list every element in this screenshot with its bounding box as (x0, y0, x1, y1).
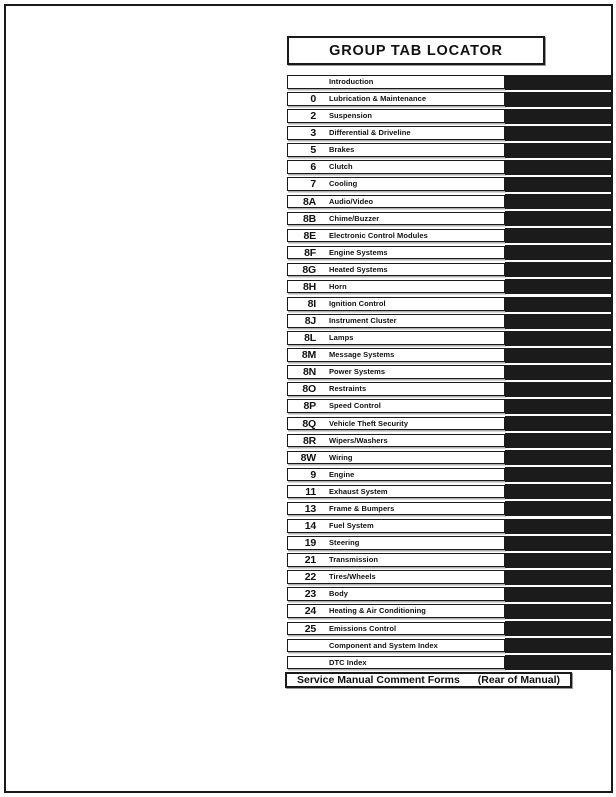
group-label: Lubrication & Maintenance (329, 94, 427, 104)
tab-marker (505, 331, 613, 346)
comment-forms-box (285, 672, 572, 688)
rear-of-manual-label: (Rear of Manual) (477, 674, 560, 686)
tab-marker (505, 553, 613, 568)
group-label: Cooling (329, 179, 358, 189)
group-row (287, 381, 613, 398)
tab-marker (505, 450, 613, 465)
group-label: Suspension (329, 111, 373, 121)
tab-marker (505, 519, 613, 534)
group-row-box (287, 143, 505, 157)
group-row (287, 194, 613, 211)
tab-marker (505, 433, 613, 448)
group-code: 8H (302, 280, 316, 293)
tab-marker (505, 621, 613, 636)
group-row-box (287, 331, 505, 345)
group-code (288, 76, 316, 88)
group-row (287, 416, 613, 433)
group-row-box (287, 195, 505, 209)
group-code: 2 (310, 110, 316, 123)
group-row (287, 655, 613, 672)
group-code: 8G (302, 263, 316, 276)
group-code: 13 (304, 502, 316, 515)
group-code: 6 (310, 161, 316, 174)
group-row (287, 313, 613, 330)
group-label: Frame & Bumpers (329, 503, 395, 513)
group-row (287, 74, 613, 91)
group-row-box (287, 485, 505, 499)
group-row (287, 279, 613, 296)
group-label: Brakes (329, 145, 355, 155)
tab-marker (505, 416, 613, 431)
tab-marker (505, 262, 613, 277)
tab-marker (505, 126, 613, 141)
group-row-box (287, 519, 505, 533)
group-row (287, 245, 613, 262)
group-code: 8R (302, 434, 316, 447)
group-code: 8P (303, 400, 316, 413)
tab-marker (505, 75, 613, 90)
group-label: Emissions Control (329, 623, 397, 633)
group-row (287, 262, 613, 279)
group-row (287, 569, 613, 586)
group-row-box (287, 399, 505, 413)
group-code: 8A (302, 195, 316, 208)
tab-marker (505, 655, 613, 670)
group-row-box (287, 229, 505, 243)
tab-marker (505, 604, 613, 619)
group-row (287, 638, 613, 655)
group-label: Wipers/Washers (329, 435, 388, 445)
group-label: Instrument Cluster (329, 316, 397, 326)
group-row (287, 603, 613, 620)
tab-marker (505, 194, 613, 209)
group-row-box (287, 75, 505, 89)
tab-marker (505, 228, 613, 243)
group-row-box (287, 451, 505, 465)
tab-marker (505, 348, 613, 363)
group-row-box (287, 417, 505, 431)
group-row-box (287, 126, 505, 140)
group-code: 8M (301, 349, 316, 362)
tab-marker (505, 536, 613, 551)
group-code: 8I (307, 298, 316, 311)
group-row (287, 535, 613, 552)
group-row (287, 176, 613, 193)
group-row-box (287, 280, 505, 294)
group-code: 14 (304, 520, 316, 533)
group-row (287, 621, 613, 638)
group-label: Restraints (329, 384, 367, 394)
group-row (287, 142, 613, 159)
group-row-box (287, 314, 505, 328)
group-row-box (287, 536, 505, 550)
group-row-box (287, 639, 505, 653)
group-label: Power Systems (329, 367, 386, 377)
group-label: Ignition Control (329, 299, 386, 309)
group-row-box (287, 604, 505, 618)
group-code: 8Q (302, 417, 316, 430)
group-row-box (287, 622, 505, 636)
group-code (288, 657, 316, 669)
group-label: Vehicle Theft Security (329, 418, 409, 428)
group-row-box (287, 382, 505, 396)
group-label: Fuel System (329, 521, 374, 531)
group-code: 0 (310, 93, 316, 106)
group-label: Component and System Index (329, 640, 438, 650)
group-label: Audio/Video (329, 196, 374, 206)
group-label: Clutch (329, 162, 353, 172)
group-row (287, 552, 613, 569)
group-label: Steering (329, 538, 360, 548)
tab-marker (505, 382, 613, 397)
group-row (287, 484, 613, 501)
group-row (287, 211, 613, 228)
group-label: Message Systems (329, 350, 395, 360)
group-code: 8L (304, 332, 316, 345)
group-row (287, 347, 613, 364)
group-row-box (287, 92, 505, 106)
group-label: Tires/Wheels (329, 572, 376, 582)
group-row (287, 586, 613, 603)
tab-marker (505, 279, 613, 294)
group-row (287, 467, 613, 484)
group-row (287, 433, 613, 450)
group-row-box (287, 656, 505, 670)
group-row-box (287, 109, 505, 123)
tab-marker (505, 587, 613, 602)
group-row (287, 398, 613, 415)
group-code: 19 (304, 537, 316, 550)
group-row (287, 108, 613, 125)
group-code: 8O (302, 383, 316, 396)
group-label: Transmission (329, 555, 378, 565)
group-row-box (287, 246, 505, 260)
group-row (287, 501, 613, 518)
group-label: Exhaust System (329, 486, 388, 496)
group-label: Body (329, 589, 348, 599)
group-label: Engine Systems (329, 247, 388, 257)
comment-forms-label: Service Manual Comment Forms (297, 674, 460, 686)
tab-marker (505, 245, 613, 260)
group-row-box (287, 365, 505, 379)
group-row (287, 125, 613, 142)
title-box (287, 36, 545, 65)
group-code: 8F (304, 246, 316, 259)
group-label: Wiring (329, 452, 353, 462)
group-row (287, 330, 613, 347)
tab-marker (505, 467, 613, 482)
group-row-box (287, 553, 505, 567)
tab-marker (505, 297, 613, 312)
group-code: 8B (302, 212, 316, 225)
tab-marker (505, 365, 613, 380)
tab-marker (505, 109, 613, 124)
group-label: Heating & Air Conditioning (329, 606, 426, 616)
tab-marker (505, 314, 613, 329)
group-code: 9 (310, 468, 316, 481)
group-code: 21 (304, 554, 316, 567)
tab-marker (505, 143, 613, 158)
group-row (287, 296, 613, 313)
tab-marker (505, 484, 613, 499)
group-label: Lamps (329, 333, 354, 343)
group-code: 11 (305, 485, 316, 498)
group-code: 8W (300, 451, 316, 464)
group-label: Heated Systems (329, 264, 388, 274)
group-row-box (287, 160, 505, 174)
group-row-box (287, 468, 505, 482)
tab-marker (505, 638, 613, 653)
group-row (287, 159, 613, 176)
tab-marker (505, 399, 613, 414)
group-label: DTC Index (329, 657, 367, 667)
group-code: 24 (304, 605, 316, 618)
tab-marker (505, 211, 613, 226)
group-label: Introduction (329, 77, 374, 86)
tab-marker (505, 570, 613, 585)
group-code: 7 (310, 178, 316, 191)
group-row-box (287, 348, 505, 362)
group-row-box (287, 502, 505, 516)
group-code: 8E (303, 229, 316, 242)
group-row (287, 518, 613, 535)
group-row (287, 228, 613, 245)
group-code: 25 (304, 622, 316, 635)
group-row (287, 364, 613, 381)
group-label: Speed Control (329, 401, 381, 411)
tab-marker (505, 501, 613, 516)
group-label: Engine (329, 469, 355, 479)
group-label: Horn (329, 281, 347, 291)
group-code: 23 (304, 588, 316, 601)
group-row-box (287, 177, 505, 191)
group-code: 5 (310, 144, 316, 157)
group-row (287, 450, 613, 467)
page-title: GROUP TAB LOCATOR (329, 42, 503, 59)
group-label: Electronic Control Modules (329, 230, 428, 240)
group-code (288, 640, 316, 652)
tab-marker (505, 92, 613, 107)
group-code: 3 (310, 127, 316, 140)
group-row (287, 91, 613, 108)
group-row-box (287, 570, 505, 584)
tab-marker (505, 177, 613, 192)
group-row-box (287, 212, 505, 226)
group-code: 8J (304, 315, 316, 328)
group-row-box (287, 297, 505, 311)
tab-marker (505, 160, 613, 175)
group-row-box (287, 587, 505, 601)
group-code: 8N (302, 366, 316, 379)
group-row-box (287, 434, 505, 448)
group-code: 22 (304, 571, 316, 584)
group-label: Differential & Driveline (329, 128, 411, 138)
group-row-box (287, 263, 505, 277)
group-label: Chime/Buzzer (329, 213, 380, 223)
tab-rows (287, 74, 613, 672)
